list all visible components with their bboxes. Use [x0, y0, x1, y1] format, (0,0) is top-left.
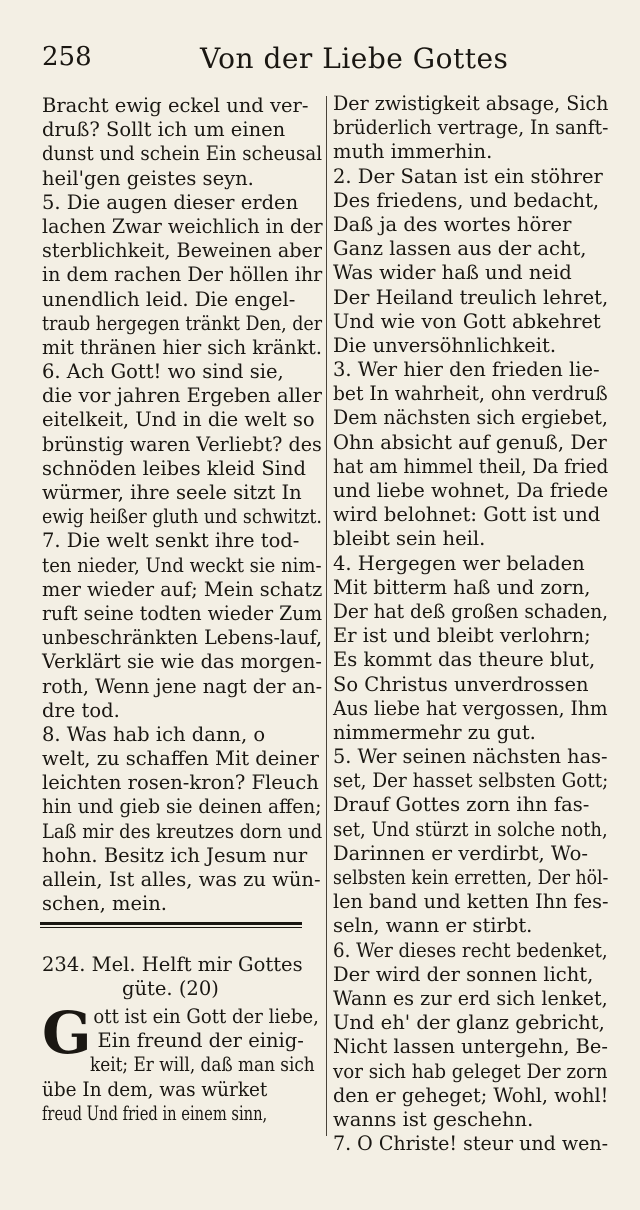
text-line: Des friedens, und bedacht, — [333, 188, 600, 212]
text-line: heil'gen geistes seyn. — [42, 166, 254, 190]
text-line: muth immerhin. — [333, 140, 493, 164]
text-line: welt, zu schaffen Mit deiner — [42, 747, 319, 771]
column-divider — [326, 96, 327, 1136]
text-line: druß? Sollt ich um einen — [42, 118, 286, 142]
text-line: 6. Ach Gott! wo sind sie, — [42, 360, 284, 384]
text-line: den er geheget; Wohl, wohl! — [333, 1083, 609, 1107]
text-line: die vor jahren Ergeben aller — [42, 384, 322, 408]
drop-capital: G — [42, 999, 92, 1067]
page-header — [0, 38, 640, 88]
text-line: 3. Wer hier den frieden lie- — [333, 358, 600, 382]
text-line: Ohn absicht auf genuß, Der — [333, 430, 607, 454]
text-line: schen, mein. — [42, 892, 168, 916]
right-column — [333, 92, 608, 1156]
text-line: 8. Was hab ich dann, o — [42, 722, 266, 746]
text-line: mit thränen hier sich kränkt. — [42, 335, 322, 359]
text-line: ott ist ein Gott der liebe, — [93, 1005, 319, 1028]
text-line: bet In wahrheit, ohn verdruß — [333, 382, 608, 406]
text-line: unendlich leid. Die engel- — [42, 287, 296, 311]
text-line: leichten rosen-kron? Fleuch — [42, 771, 319, 795]
text-line: Es kommt das theure blut, — [333, 648, 596, 672]
text-line: set, Und stürzt in solche noth, — [333, 817, 608, 841]
page-number: 258 — [42, 42, 92, 72]
text-line: selbsten kein erretten, Der höl- — [333, 866, 609, 889]
text-line: freud Und fried in einem sinn, — [42, 1101, 268, 1125]
text-line: wanns ist geschehn. — [333, 1107, 534, 1131]
text-line: len band und ketten Ihn fes- — [333, 890, 609, 914]
text-line: sterblichkeit, Beweinen aber — [42, 239, 323, 263]
text-line: keit; Er will, daß man sich — [90, 1053, 315, 1077]
running-title: Von der Liebe Gottes — [200, 42, 509, 75]
text-line: Die unversöhnlichkeit. — [333, 333, 557, 357]
text-line: brüderlich vertrage, In sanft- — [333, 116, 609, 140]
text-line: Der zwistigkeit absage, Sich — [333, 92, 609, 115]
text-line: und liebe wohnet, Da friede — [333, 479, 609, 502]
text-line: übe In dem, was würket — [42, 1077, 268, 1101]
text-line: allein, Ist alles, was zu wün- — [42, 868, 321, 891]
text-line: hohn. Besitz ich Jesum nur — [42, 843, 308, 867]
text-line: seln, wann er stirbt. — [333, 914, 533, 938]
hymn-first-verse — [42, 999, 322, 1126]
text-line: bleibt sein heil. — [333, 527, 486, 551]
text-line: in dem rachen Der höllen ihr — [42, 263, 323, 287]
hymn-heading — [42, 952, 322, 1000]
text-line: 5. Die augen dieser erden — [42, 190, 299, 214]
text-line: Wann es zur erd sich lenket, — [333, 986, 608, 1010]
text-line: Nicht lassen untergehn, Be- — [333, 1035, 608, 1059]
text-line: Ganz lassen aus der acht, — [333, 237, 587, 261]
text-line: ewig heißer gluth und schwitzt. — [42, 505, 322, 529]
text-line: vor sich hab geleget Der zorn — [333, 1059, 608, 1083]
hymn-melody-cont: güte. (20) — [122, 977, 219, 1001]
text-line: Verklärt sie wie das morgen- — [42, 650, 322, 674]
text-line: lachen Zwar weichlich in der — [42, 214, 323, 238]
text-line: Er ist und bleibt verlohrn; — [333, 624, 591, 648]
text-line: dre tod. — [42, 698, 120, 722]
text-line: würmer, ihre seele sitzt In — [42, 481, 302, 504]
text-line: Aus liebe hat vergossen, Ihm — [333, 696, 608, 720]
text-line: schnöden leibes kleid Sind — [42, 456, 306, 480]
text-line: 4. Hergegen wer beladen — [333, 551, 585, 575]
text-line: Laß mir des kreutzes dorn und — [42, 819, 323, 843]
text-line: 7. Die welt senkt ihre tod- — [42, 529, 300, 553]
text-line: hat am himmel theil, Da fried — [333, 454, 609, 478]
text-line: Drauf Gottes zorn ihn fas- — [333, 793, 590, 817]
text-line: 7. O Christe! steur und wen- — [333, 1132, 609, 1156]
text-line: 5. Wer seinen nächsten has- — [333, 745, 608, 769]
text-line: roth, Wenn jene nagt der an- — [42, 674, 323, 698]
text-line: ruft seine todten wieder Zum — [42, 601, 323, 625]
text-line: So Christus unverdrossen — [333, 672, 589, 696]
text-line: Ein freund der einig- — [97, 1029, 304, 1053]
text-line: hin und gieb sie deinen affen; — [42, 795, 322, 819]
text-line: eitelkeit, Und in die welt so — [42, 408, 315, 432]
hymn-number-melody: 234. Mel. Helft mir Gottes — [42, 953, 303, 976]
text-line: Der wird der sonnen licht, — [333, 962, 594, 986]
text-line: Darinnen er verdirbt, Wo- — [333, 841, 588, 865]
text-line: Daß ja des wortes hörer — [333, 212, 572, 236]
text-line: wird belohnet: Gott ist und — [333, 503, 601, 527]
text-line: 6. Wer dieses recht bedenket, — [333, 938, 608, 962]
text-line: Bracht ewig eckel und ver- — [42, 94, 309, 117]
text-line: ten nieder, Und weckt sie nim- — [42, 553, 322, 577]
text-line: unbeschränkten Lebens-lauf, — [42, 626, 323, 650]
text-line: nimmermehr zu gut. — [333, 720, 536, 744]
text-line: Und wie von Gott abkehret — [333, 309, 601, 333]
text-line: Mit bitterm haß und zorn, — [333, 575, 591, 599]
left-column — [42, 94, 322, 916]
hymn-separator-rule — [40, 922, 302, 928]
text-line: Der hat deß großen schaden, — [333, 599, 609, 623]
text-line: dunst und schein Ein scheusal — [42, 142, 323, 166]
text-line: Was wider haß und neid — [333, 261, 572, 285]
text-line: brünstig waren Verliebt? des — [42, 432, 322, 456]
text-line: Dem nächsten sich ergiebet, — [333, 406, 608, 430]
text-line: 2. Der Satan ist ein stöhrer — [333, 164, 603, 188]
text-line: traub hergegen tränkt Den, der — [42, 311, 323, 335]
text-line: Der Heiland treulich lehret, — [333, 285, 609, 309]
text-line: mer wieder auf; Mein schatz — [42, 577, 323, 601]
text-line: Und eh' der glanz gebricht, — [333, 1011, 605, 1035]
text-line: set, Der hasset selbsten Gott; — [333, 769, 609, 793]
